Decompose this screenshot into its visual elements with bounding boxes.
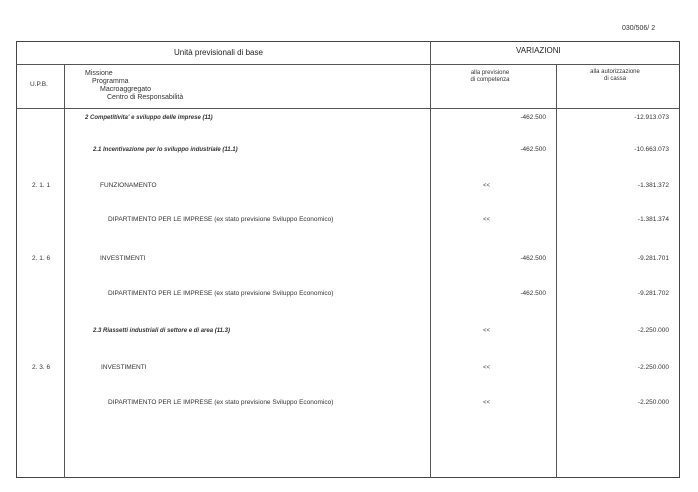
row-competenza: -462.500 xyxy=(520,255,546,262)
row-cassa: -2.250.000 xyxy=(637,327,669,334)
row-description: 2 Competitivita' e sviluppo delle imprese (11) xyxy=(85,115,213,121)
row-code: 2. 1. 6 xyxy=(32,255,51,262)
header-upb-label: U.P.B. xyxy=(30,81,48,88)
row-cassa: -2.250.000 xyxy=(637,364,669,371)
header-cassa-line2: di cassa xyxy=(603,76,626,82)
row-competenza: << xyxy=(483,365,491,371)
header-divider-bottom xyxy=(16,108,680,109)
column-divider-cassa xyxy=(556,64,557,478)
row-description: DIPARTIMENTO PER LE IMPRESE (ex stato previsione Sviluppo Economico) xyxy=(108,399,334,406)
column-divider-upb xyxy=(64,64,65,478)
hierarchy-missione: Missione xyxy=(85,70,113,77)
row-competenza: -462.500 xyxy=(520,290,546,297)
row-description: FUNZIONAMENTO xyxy=(100,182,157,189)
hierarchy-programma: Programma xyxy=(92,78,129,85)
row-competenza: << xyxy=(483,183,491,189)
row-competenza: << xyxy=(483,400,491,406)
header-left-title: Unità previsionali di base xyxy=(174,48,263,57)
header-competenza-line2: di competenza xyxy=(470,77,510,83)
row-cassa: -10.663.073 xyxy=(634,146,669,153)
header-competenza-line1: alla previsione xyxy=(470,70,510,76)
row-competenza: -462.500 xyxy=(520,146,546,153)
row-cassa: -9.281.701 xyxy=(637,255,669,262)
row-description: 2.1 Incentivazione per lo sviluppo industriale (11.1) xyxy=(93,147,238,153)
row-competenza: << xyxy=(483,328,491,334)
row-cassa: -1.381.372 xyxy=(637,182,669,189)
row-description: DIPARTIMENTO PER LE IMPRESE (ex stato previsione Sviluppo Economico) xyxy=(108,216,334,223)
row-competenza: -462.500 xyxy=(520,114,546,121)
column-divider-variazioni xyxy=(430,41,431,478)
row-description: DIPARTIMENTO PER LE IMPRESE (ex stato previsione Sviluppo Economico) xyxy=(108,290,334,297)
row-cassa: -1.381.374 xyxy=(637,216,669,223)
row-description: 2.3 Riassetti industriali di settore e di area (11.3) xyxy=(93,328,230,334)
row-description: INVESTIMENTI xyxy=(100,255,146,262)
row-code: 2. 1. 1 xyxy=(32,182,51,189)
header-cassa-line1: alla autorizzazione xyxy=(590,69,640,75)
row-cassa: -12.913.073 xyxy=(634,114,669,121)
hierarchy-centro-responsabilita: Centro di Responsabilità xyxy=(107,94,184,101)
header-right-title: VARIAZIONI xyxy=(516,46,561,55)
header-divider-top xyxy=(16,64,680,65)
row-competenza: << xyxy=(483,217,491,223)
row-cassa: -9.281.702 xyxy=(637,290,669,297)
row-code: 2. 3. 6 xyxy=(32,364,51,371)
row-description: INVESTIMENTI xyxy=(101,364,147,371)
row-cassa: -2.250.000 xyxy=(637,399,669,406)
page-number: 030/506/ 2 xyxy=(622,25,656,32)
hierarchy-macroaggregato: Macroaggregato xyxy=(100,86,151,93)
